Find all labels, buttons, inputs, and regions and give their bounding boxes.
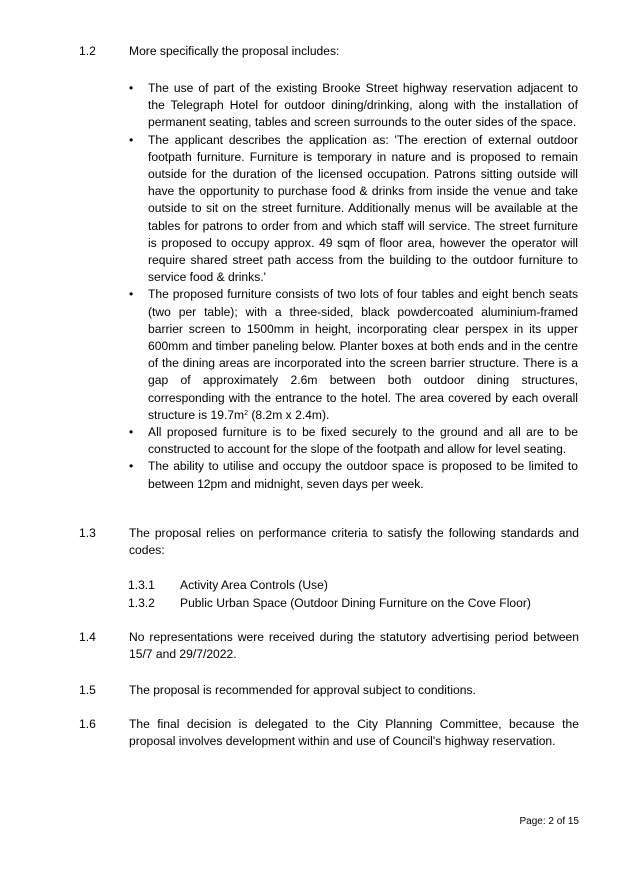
area-dimensions: (8.2m x 2.4m). [248, 407, 330, 422]
page-number: Page: 2 of 15 [519, 816, 579, 827]
list-item: • The ability to utilise and occupy the outdoor space is proposed to be limited to between 12pm and midnight, seven days per week. [129, 459, 578, 491]
list-item: • The proposed furniture consists of two lots of four tables and eight bench seats (two per table); with a three-sided, black powdercoated aluminium-framed barrier screen to 1500mm in height, incorporating clear perspex in its upper 600mm and timber paneling below. Planter boxes at both ends and in the centre of the dining areas are incorporated into the screen barrier structure. There is a gap of approximately 2.6m between both outdoor dining structures, corresponding with the entrance to the hotel. The area covered by each overall structure is $19.7m^2$ (8.2m x 2.4m). [129, 287, 578, 422]
area-superscript: 2 [244, 409, 249, 417]
section-text: The proposal relies on performance criteria to satisfy the following standards and codes: [129, 526, 579, 558]
proposal-bullet-list [128, 80, 578, 493]
bullet-icon: • [129, 132, 134, 147]
list-item: • The use of part of the existing Brooke Street highway reservation adjacent to the Telegraph Hotel for outdoor dining/drinking, along with the installation of permanent seating, tables and screen surrounds to the outer sides of the space. [129, 81, 578, 130]
list-item: • The applicant describes the application as: 'The erection of external outdoor footpath furniture. Furniture is temporary in nature and is proposed to remain outside for the duration of the licensed occupation. Patrons sitting outside will have the opportunity to purchase food & drinks from inside the venue and take outside to sit on the street furniture. Additionally menus will be available at the tables for patrons to order from and which staff will service. The street furniture is proposed to occupy approx. 49 sqm of floor area, however the operator will require shared street path access from the building to the outdoor furniture to service food & drinks.' [129, 132, 578, 285]
bullet-icon: • [129, 459, 134, 474]
section-number: 1.6 [79, 717, 96, 731]
section-text: More specifically the proposal includes: [129, 44, 340, 58]
bullet-icon: • [129, 425, 134, 440]
section-number: 1.2 [79, 44, 96, 58]
item-number: 1.3.1 [128, 578, 155, 592]
bullet-icon: • [129, 287, 134, 302]
area-value: 19.7m [210, 407, 245, 422]
list-item: • All proposed furniture is to be fixed securely to the ground and all are to be constructed to account for the slope of the footpath and allow for level seating. [129, 425, 578, 457]
section-number: 1.3 [79, 526, 96, 540]
section-text: The proposal is recommended for approval subject to conditions. [129, 683, 476, 697]
section-number: 1.5 [79, 683, 96, 697]
item-text: Public Urban Space (Outdoor Dining Furniture on the Cove Floor) [180, 596, 531, 610]
item-text: Activity Area Controls (Use) [180, 578, 328, 592]
section-text: No representations were received during the statutory advertising period between 15/7 and 29/7/2022. [129, 630, 579, 662]
section-number: 1.4 [79, 630, 96, 644]
bullet-icon: • [129, 81, 134, 95]
section-text: The final decision is delegated to the City Planning Committee, because the proposal involves development within and use of Council's highway reservation. [129, 717, 579, 749]
item-number: 1.3.2 [128, 596, 155, 610]
